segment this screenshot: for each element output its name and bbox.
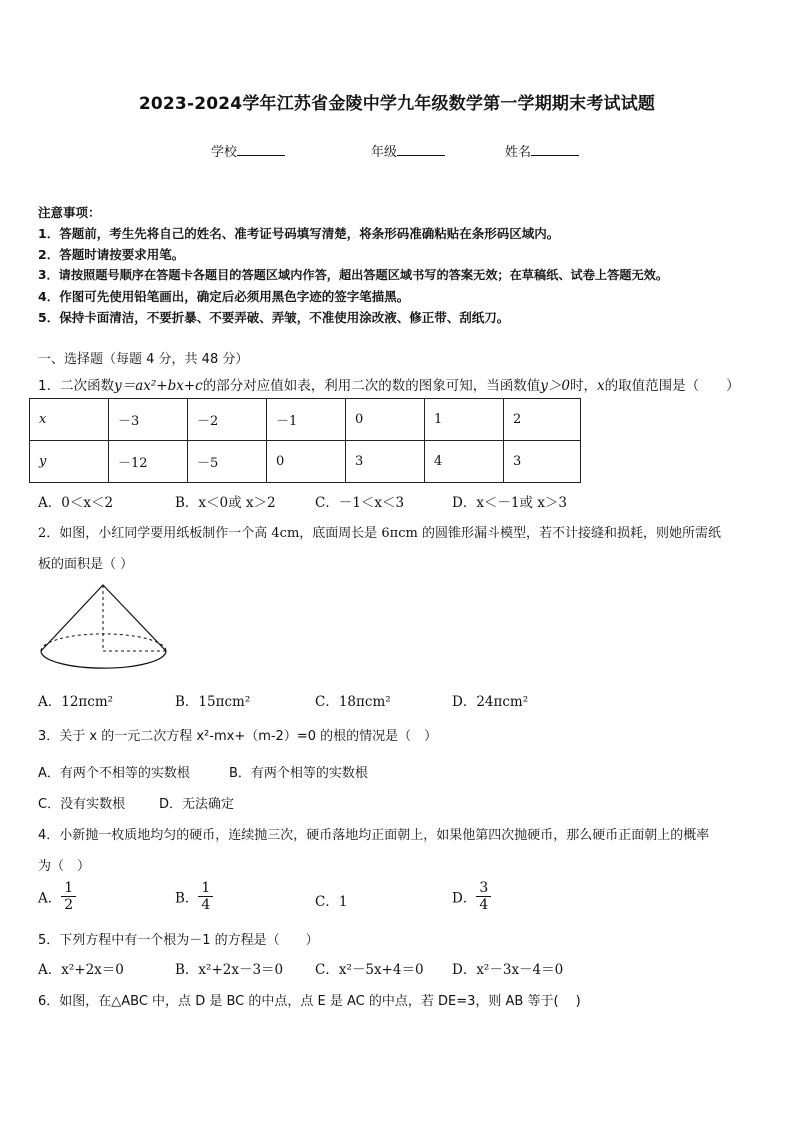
name-label: 姓名 — [505, 145, 532, 160]
school-blank — [237, 141, 285, 156]
table-cell: －3 — [109, 399, 188, 441]
notice-item: 5．保持卡面清洁，不要折暴、不要弄破、弄皱，不准使用涂改液、修正带、刮纸刀。 — [38, 310, 510, 325]
notice-item: 2．答题时请按要求用笔。 — [38, 247, 185, 262]
table-row — [30, 399, 581, 441]
table-cell: 4 — [425, 441, 504, 483]
question-2-line-2: 板的面积是（ ） — [38, 557, 134, 572]
q2-option-a: A．12πcm² — [38, 694, 114, 710]
grade-field — [371, 141, 445, 160]
school-field — [211, 141, 285, 160]
table-cell: －2 — [188, 399, 267, 441]
exam-title: 2023-2024学年江苏省金陵中学九年级数学第一学期期末考试试题 — [138, 94, 656, 114]
question-6-stem: 6．如图，在△ABC 中，点 D 是 BC 的中点，点 E 是 AC 的中点，若 DE=3，则 AB 等于( ) — [38, 994, 581, 1009]
q1-option-c: C．－1＜x＜3 — [315, 495, 405, 511]
question-2-line-1: 2．如图，小红同学要用纸板制作一个高 4cm，底面周长是 6πcm 的圆锥形漏斗模型，若不计接缝和损耗，则她所需纸 — [38, 526, 721, 541]
name-blank — [531, 141, 579, 156]
section-heading: 一、选择题（每题 4 分，共 48 分） — [38, 352, 249, 367]
q3-option-a: A．有两个不相等的实数根 — [38, 766, 190, 781]
q1-option-a: A．0＜x＜2 — [38, 495, 114, 511]
q4-option-c: C．1 — [315, 894, 348, 910]
table-cell: 3 — [346, 441, 425, 483]
table-cell: －5 — [188, 441, 267, 483]
notice-item: 1．答题前，考生先将自己的姓名、准考证号码填写清楚，将条形码准确粘贴在条形码区域内。 — [38, 226, 560, 241]
grade-blank — [397, 141, 445, 156]
notice-heading: 注意事项： — [38, 205, 101, 220]
q5-option-d: D．x²－3x－4＝0 — [452, 962, 564, 978]
notice-item: 4．作图可先使用铅笔画出，确定后必须用黑色字迹的签字笔描黑。 — [38, 289, 410, 304]
question-4-line-1: 4．小新抛一枚质地均匀的硬币，连续抛三次，硬币落地均正面朝上，如果他第四次抛硬币，那么硬币正面朝上的概率 — [38, 828, 710, 843]
q4-option-a: A． $\frac{1}{2}$ — [38, 880, 76, 913]
q3-option-b: B．有两个相等的实数根 — [229, 766, 368, 781]
q5-option-a: A．x²+2x＝0 — [38, 962, 124, 978]
value-table — [29, 398, 581, 483]
table-cell: －1 — [267, 399, 346, 441]
q4-option-b: B． $\frac{1}{4}$ — [175, 880, 213, 913]
q2-option-c: C．18πcm² — [315, 694, 391, 710]
question-1-stem: 1．二次函数y＝ax²+bx+c的部分对应值如表，利用二次的数的图象可知，当函数值y＞0时，x的取值范围是（ ） — [38, 378, 740, 394]
table-cell: y — [30, 441, 109, 483]
q2-option-b: B．15πcm² — [175, 694, 251, 710]
cone-figure — [38, 583, 170, 675]
table-cell: 3 — [504, 441, 581, 483]
school-label: 学校 — [211, 145, 238, 160]
table-cell: x — [30, 399, 109, 441]
table-cell: 0 — [346, 399, 425, 441]
q1-option-b: B．x＜0或 x＞2 — [175, 495, 276, 511]
table-cell: 2 — [504, 399, 581, 441]
q2-option-d: D．24πcm² — [452, 694, 529, 710]
question-3-stem: 3．关于 x 的一元二次方程 x²-mx+（m-2）=0 的根的情况是（ ） — [38, 729, 438, 744]
grade-label: 年级 — [371, 145, 398, 160]
table-cell: 1 — [425, 399, 504, 441]
question-5-stem: 5．下列方程中有一个根为－1 的方程是（ ） — [38, 933, 319, 948]
question-4-line-2: 为（ ） — [38, 859, 91, 874]
q3-option-c: C．没有实数根 — [38, 797, 126, 812]
q3-option-d: D．无法确定 — [159, 797, 235, 812]
q4-option-d: D． $\frac{3}{4}$ — [452, 880, 491, 913]
q1-option-d: D．x＜－1或 x＞3 — [452, 495, 568, 511]
table-row — [30, 441, 581, 483]
table-cell: 0 — [267, 441, 346, 483]
table-cell: －12 — [109, 441, 188, 483]
notice-item: 3．请按照题号顺序在答题卡各题目的答题区域内作答，超出答题区域书写的答案无效；在草稿纸、试卷上答题无效。 — [38, 268, 669, 282]
name-field — [505, 141, 579, 160]
q5-option-c: C．x²－5x+4＝0 — [315, 962, 424, 978]
q5-option-b: B．x²+2x－3＝0 — [175, 962, 284, 978]
